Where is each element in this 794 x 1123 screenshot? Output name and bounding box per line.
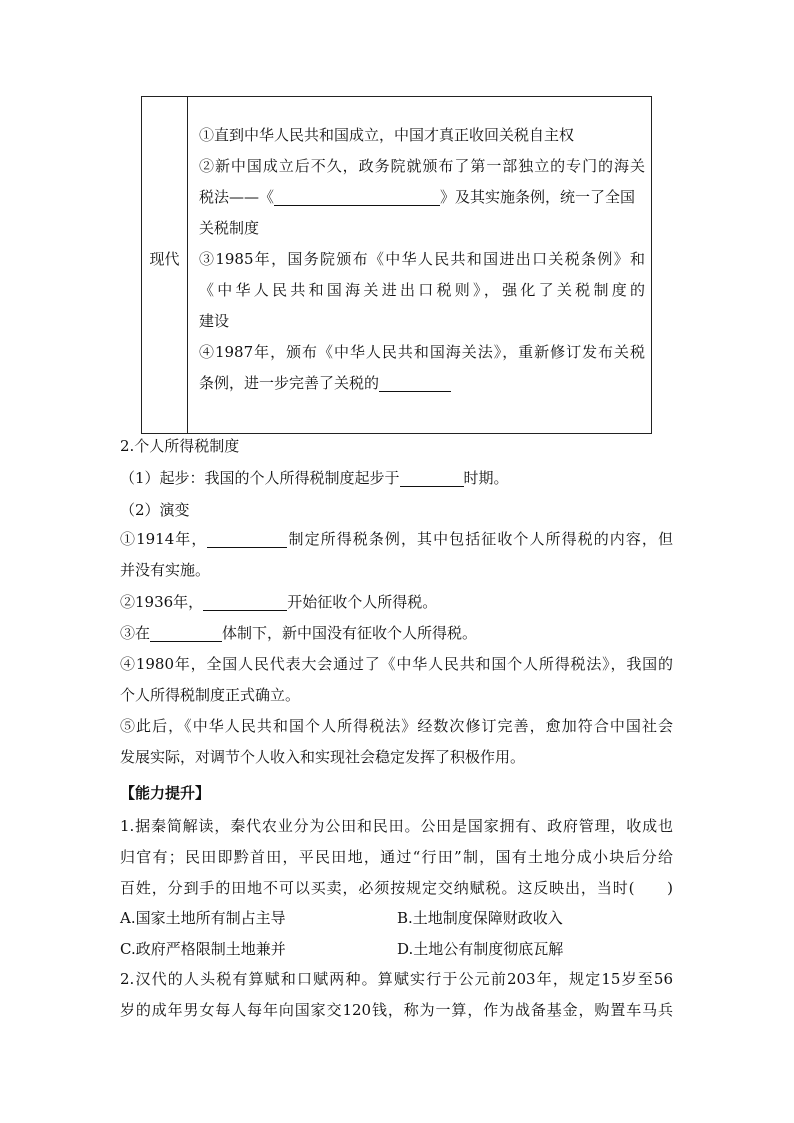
modern-tariff-cell: [199, 120, 645, 399]
evolution-1-cont: 并没有实施。: [120, 561, 211, 579]
era-label: 现代: [149, 250, 180, 268]
start-text: （1）起步：我国的个人所得税制度起步于: [120, 469, 400, 487]
evolution-3: [120, 621, 477, 645]
table-line-5: ③1985年，国务院颁布《中华人民共和国进出口关税条例》和: [199, 250, 645, 268]
option-c[interactable]: C.政府严格限制土地兼并: [120, 940, 286, 958]
table-line-1: ①直到中华人民共和国成立，中国才真正收回关税自主权: [199, 126, 575, 144]
evolution-5: ⑤此后，《中华人民共和国个人所得税法》经数次修订完善，愈加符合中国社会: [120, 717, 673, 735]
question-1-options-row-1: [120, 906, 674, 930]
question-1-line-1: 1.据秦简解读，秦代农业分为公田和民田。公田是国家拥有、政府管理，收成也: [120, 817, 673, 835]
section-title-income-tax: 2.个人所得税制度: [120, 437, 240, 455]
evolution-5-cont: 发展实际，对调节个人收入和实现社会稳定发挥了积极作用。: [120, 748, 526, 766]
table-line-3: [199, 182, 645, 213]
income-tax-start: [120, 466, 509, 490]
history-table: [141, 96, 652, 434]
tariff-blank[interactable]: [379, 373, 451, 392]
evolution-3-text: 体制下，新中国没有征收个人所得税。: [222, 624, 478, 642]
question-1-options-row-2: [120, 937, 674, 961]
evolution-1: [120, 527, 673, 551]
question-1-line-3: 百姓，分到手的田地不可以买卖，必须按规定交纳赋税。这反映出，当时( ): [120, 879, 673, 897]
question-2-line-2: 岁的成年男女每人每年向国家交120钱，称为一算，作为战备基金，购置车马兵: [120, 1001, 673, 1019]
ability-heading: 【能力提升】: [120, 784, 211, 802]
evolution-2-year: ②1936年，: [120, 593, 204, 611]
evolution-2-blank[interactable]: [203, 592, 287, 611]
customs-law-blank[interactable]: [274, 187, 440, 206]
question-2-line-1: 2.汉代的人头税有算赋和口赋两种。算赋实行于公元前203年，规定15岁至56: [120, 970, 673, 988]
evolution-3-blank[interactable]: [150, 623, 222, 642]
evolution-4-cont: 个人所得税制度正式确立。: [120, 686, 301, 704]
option-d[interactable]: D.土地公有制度彻底瓦解: [397, 940, 564, 958]
evolution-1-blank[interactable]: [207, 529, 287, 548]
evolution-1-year: ①1914年，: [120, 530, 208, 548]
table-line-7: 建设: [199, 312, 230, 330]
evolution-2-text: 开始征收个人所得税。: [287, 593, 438, 611]
option-b[interactable]: B.土地制度保障财政收入: [397, 909, 563, 927]
question-1-line-2: 归官有；民田即黔首田，平民田地，通过“行田”制，国有土地分成小块后分给: [120, 848, 673, 866]
column-divider: [187, 97, 188, 433]
evolution-3-prefix: ③在: [120, 624, 151, 642]
start-suffix: 时期。: [463, 469, 509, 487]
table-line-3-end: 》及其实施条例，统一了全国: [440, 188, 636, 206]
table-line-9: [199, 368, 645, 399]
option-a[interactable]: A.国家土地所有制占主导: [120, 909, 286, 927]
table-line-4: 关税制度: [199, 219, 260, 237]
start-period-blank[interactable]: [400, 468, 464, 487]
evolution-4: ④1980年，全国人民代表大会通过了《中华人民共和国个人所得税法》，我国的: [120, 655, 673, 673]
table-line-3-start: 税法——《: [199, 188, 275, 206]
evolution-1-text: 制定所得税条例，其中包括征收个人所得税的内容，但: [287, 530, 673, 548]
table-line-8: ④1987年，颁布《中华人民共和国海关法》，重新修订发布关税: [199, 343, 645, 361]
table-line-9-text: 条例，进一步完善了关税的: [199, 374, 380, 392]
table-line-6: 《中华人民共和国海关进出口税则》，强化了关税制度的: [199, 281, 645, 299]
table-line-2: ②新中国成立后不久，政务院就颁布了第一部独立的专门的海关: [199, 157, 645, 175]
evolution-heading: （2）演变: [120, 501, 190, 519]
evolution-2: [120, 590, 437, 614]
